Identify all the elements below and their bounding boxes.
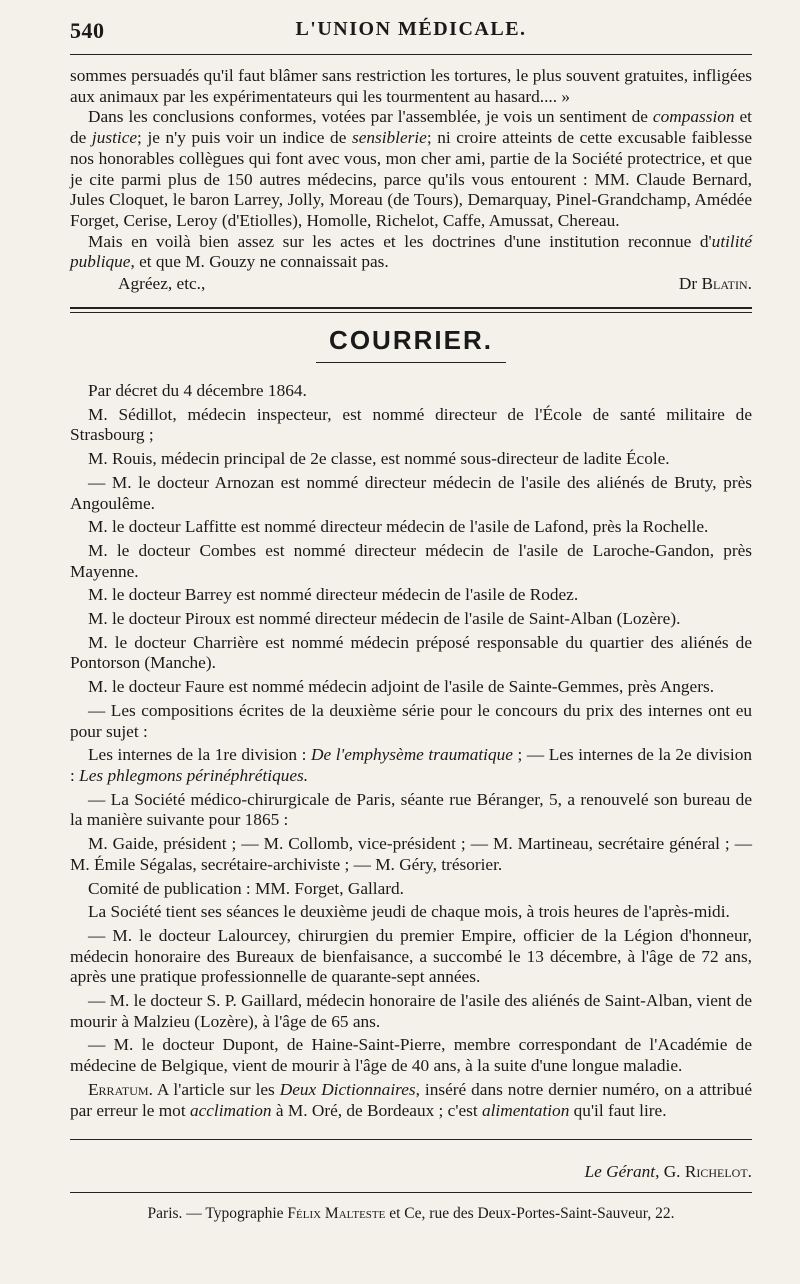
news-item: — Les compositions écrites de la deuxième série pour le concours du prix des internes ont eu pour sujet : [70, 700, 752, 741]
page-header [70, 0, 752, 56]
news-item: — M. le docteur S. P. Gaillard, médecin honoraire de l'asile des aliénés de Saint-Alban, vient de mourir à Malzieu (Lozère), à l'âge de 65 ans. [70, 991, 752, 1031]
news-item: La Société tient ses séances le deuxième jeudi de chaque mois, à trois heures de l'après-midi. [88, 902, 730, 922]
news-item: M. le docteur Faure est nommé médecin adjoint de l'asile de Sainte-Gemmes, près Angers. [88, 677, 715, 697]
news-item: — M. le docteur Arnozan est nommé directeur médecin de l'asile des aliénés de Bruty, près Angoulême. [70, 472, 752, 513]
letter-paragraph: Dans les conclusions conformes, votées par l'assemblée, je vois un sentiment de compassion et de justice; je n'y puis voir un indice de sensiblerie; ni croire atteints de cette excusable faiblesse nos honorables collègues qui font avec vous, mon cher ami, partie de la Société protectrice, et que je cite parmi plus de 150 autres médecins, parce qu'ils vous entourent : MM. Claude Bernard, Jules Cloquet, le baron Larrey, Jolly, Moreau (de Tours), Demarquay, Pinel-Grandchamp, Amédée Forget, Cerise, Leroy (d'Etiolles), Homolle, Richelot, Caffe, Amussat, Chereau. [70, 107, 752, 230]
news-item: — La Société médico-chirurgicale de Paris, séante rue Béranger, 5, a renouvelé son bureau de la manière suivante pour 1865 : [70, 789, 752, 830]
news-item: M. le docteur Piroux est nommé directeur médecin de l'asile de Saint-Alban (Lozère). [88, 609, 681, 629]
gerant-line: Le Gérant, G. Richelot. [584, 1162, 752, 1182]
footer-rule [70, 1139, 752, 1140]
news-item: — M. le docteur Lalourcey, chirurgien du premier Empire, officier de la Légion d'honneur, médecin honoraire des Bureaux de bienfaisance, a succombé le 13 décembre, à l'âge de 72 ans, après une pratique professionnelle de quarante-sept années. [70, 925, 752, 987]
section-title: COURRIER. [329, 325, 493, 356]
erratum: Erratum. A l'article sur les Deux Dictionnaires, inséré dans notre dernier numéro, on a attribué par erreur le mot acclimation à M. Oré, de Bordeaux ; c'est alimentation qu'il faut lire. [70, 1079, 752, 1120]
courier-section [70, 381, 752, 1121]
news-item: M. Rouis, médecin principal de 2e classe, est nommé sous-directeur de ladite École. [88, 449, 670, 469]
section-divider [70, 307, 752, 313]
news-item: M. le docteur Laffitte est nommé directeur médecin de l'asile de Lafond, près la Rochelle. [88, 517, 709, 537]
letter-paragraph: sommes persuadés qu'il faut blâmer sans restriction les tortures, le plus souvent gratuites, infligées aux animaux par les expérimentateurs qui les tourmentent au hasard.... » [70, 66, 752, 106]
header-rule [70, 54, 752, 55]
news-item: M. le docteur Combes est nommé directeur médecin de l'asile de Laroche-Gandon, près Mayenne. [70, 540, 752, 581]
page-number: 540 [70, 18, 105, 43]
news-item: Les internes de la 1re division : De l'emphysème traumatique ; — Les internes de la 2e division : Les phlegmons périnéphrétiques. [70, 745, 752, 785]
section-title-rule [316, 362, 506, 363]
letter-paragraph: Mais en voilà bien assez sur les actes et les doctrines d'une institution reconnue d'utilité publique, et que M. Gouzy ne connaissait pas. [70, 231, 752, 272]
news-item: M. Gaide, président ; — M. Collomb, vice-président ; — M. Martineau, secrétaire général ; — M. Émile Ségalas, secrétaire-archiviste ; — M. Géry, trésorier. [70, 834, 752, 874]
letter-section [70, 56, 752, 295]
signature: Dr Blatin. [678, 274, 752, 294]
news-item: Par décret du 4 décembre 1864. [88, 381, 307, 401]
journal-title: L'UNION MÉDICALE. [295, 18, 527, 40]
closing-formula: Agréez, etc., [118, 274, 206, 294]
news-item: M. le docteur Charrière est nommé médecin préposé responsable du quartier des aliénés de Pontorson (Manche). [70, 632, 752, 673]
letter-closing [70, 273, 752, 295]
news-item: M. le docteur Barrey est nommé directeur médecin de l'asile de Rodez. [88, 585, 579, 605]
news-item: M. Sédillot, médecin inspecteur, est nommé directeur de l'École de santé militaire de Strasbourg ; [70, 404, 752, 445]
printer-rule [70, 1192, 752, 1193]
printer-line: Paris. — Typographie Félix Malteste et Ce, rue des Deux-Portes-Saint-Sauveur, 22. [147, 1205, 675, 1223]
news-item: — M. le docteur Dupont, de Haine-Saint-Pierre, membre correspondant de l'Académie de médecine de Belgique, vient de mourir à l'âge de 40 ans, à la suite d'une longue maladie. [70, 1035, 752, 1076]
news-item: Comité de publication : MM. Forget, Gallard. [88, 878, 404, 898]
